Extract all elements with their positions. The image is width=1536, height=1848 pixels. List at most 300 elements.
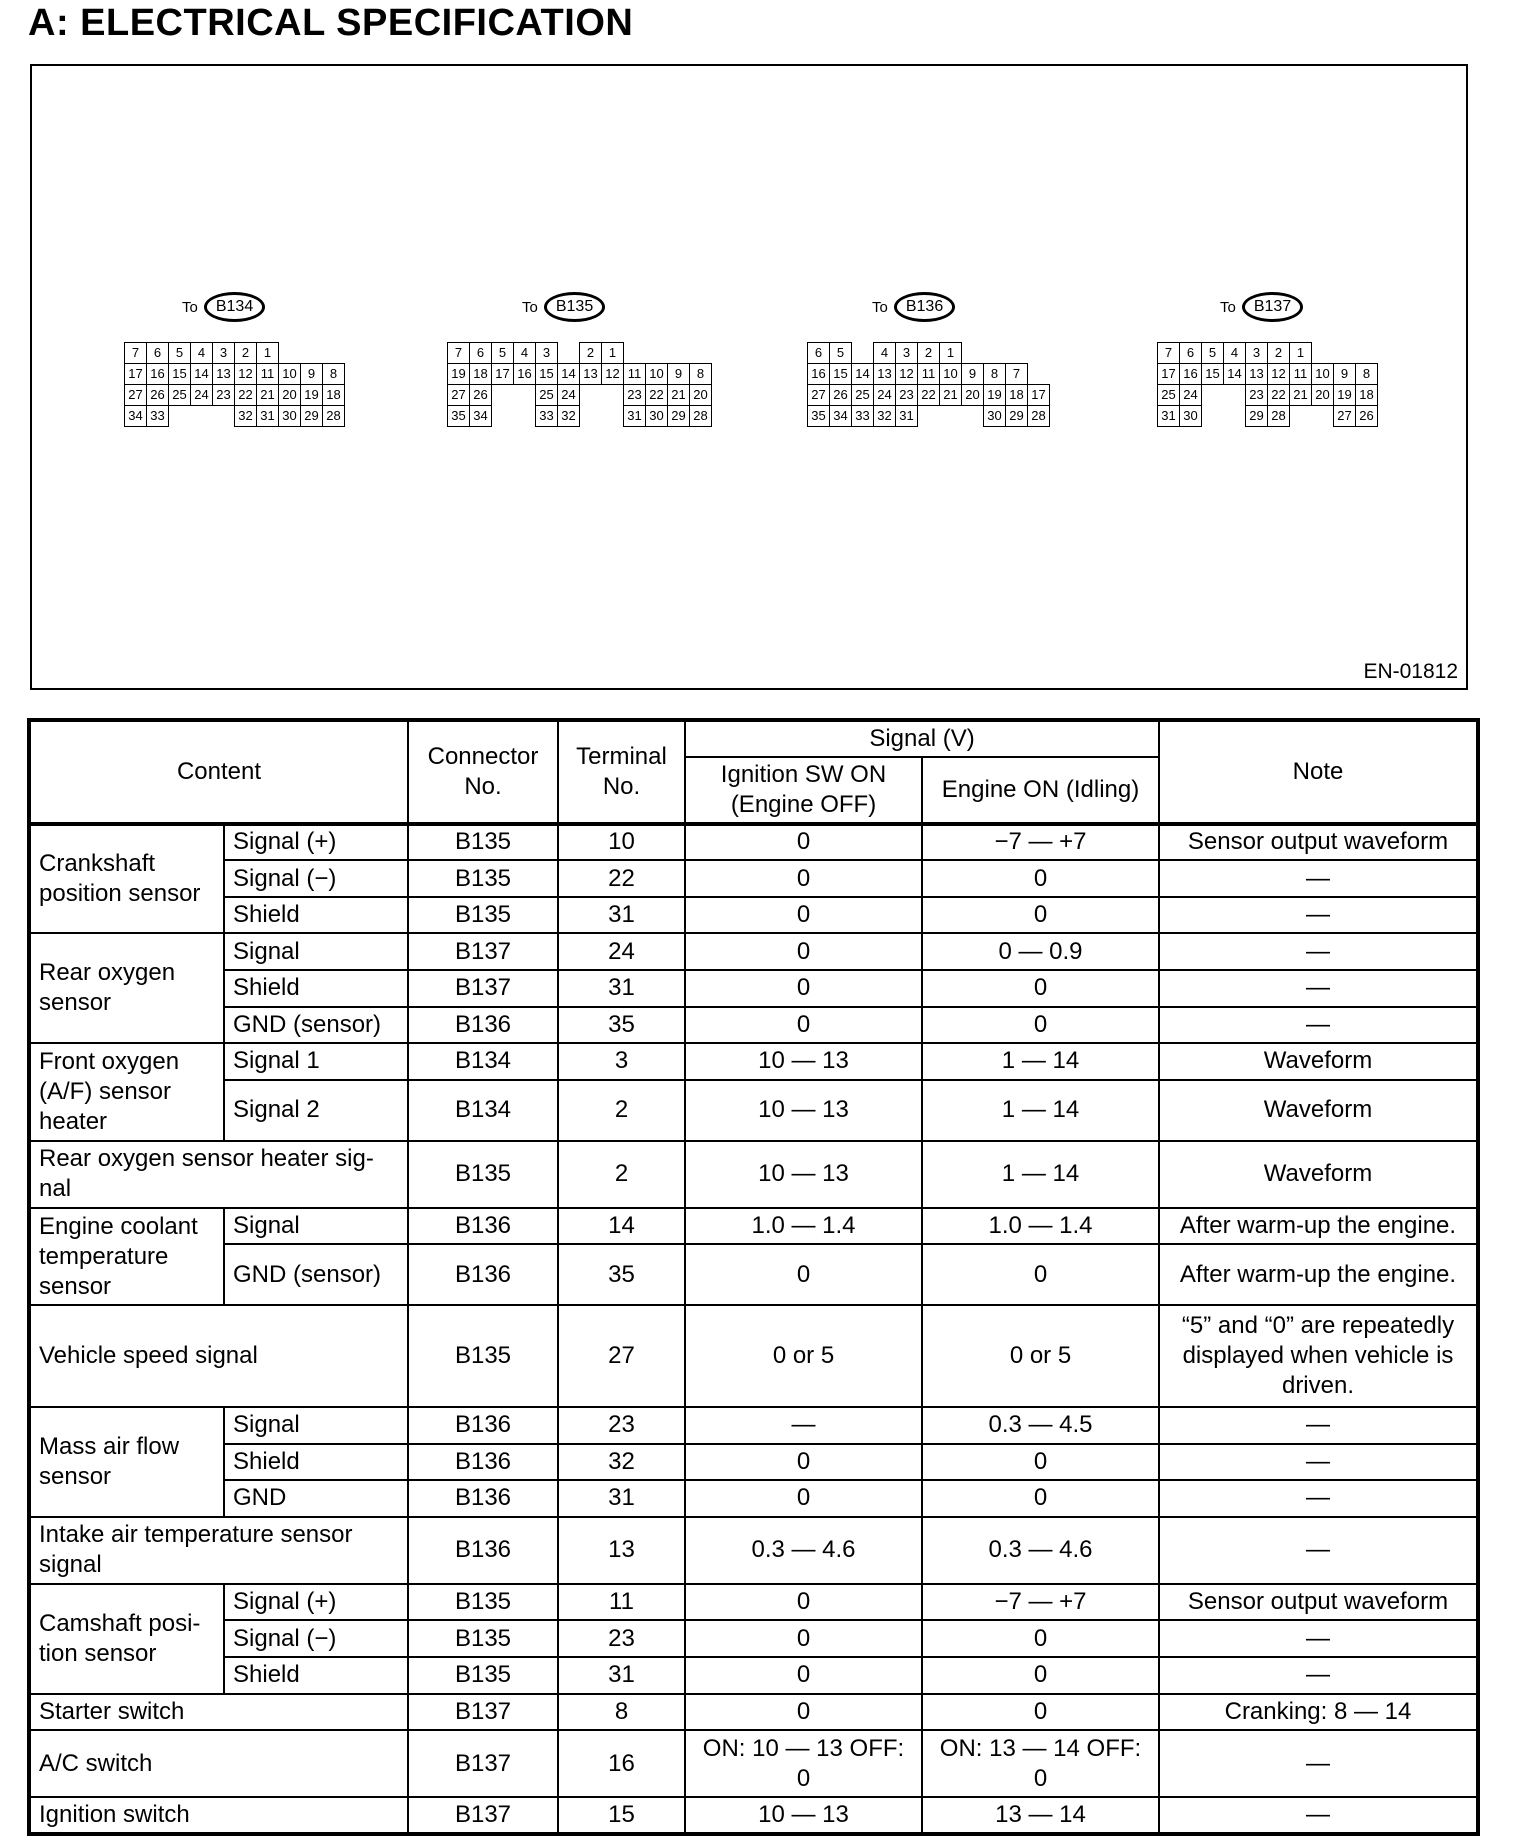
note: Sensor output waveform bbox=[1159, 1584, 1478, 1621]
pin: 1 bbox=[940, 343, 962, 364]
item-sub: GND (sensor) bbox=[224, 1244, 408, 1305]
engine-on-value: −7 — +7 bbox=[922, 824, 1159, 861]
table-row bbox=[29, 1480, 1478, 1517]
pin: 7 bbox=[125, 343, 147, 364]
to-text: To bbox=[872, 298, 888, 316]
pin bbox=[1224, 385, 1246, 406]
terminal-no: 11 bbox=[558, 1584, 685, 1621]
engine-on-value: 1 — 14 bbox=[922, 1043, 1159, 1080]
item-sub: Signal 1 bbox=[224, 1043, 408, 1080]
pin bbox=[514, 406, 536, 427]
note: — bbox=[1159, 1620, 1478, 1657]
note: “5” and “0” are repeatedly displayed when vehicle is driven. bbox=[1159, 1305, 1478, 1407]
pin: 2 bbox=[235, 343, 257, 364]
connector-no: B136 bbox=[408, 1208, 558, 1245]
engine-on-value: 0 or 5 bbox=[922, 1305, 1159, 1407]
pin: 23 bbox=[896, 385, 918, 406]
pin: 26 bbox=[147, 385, 169, 406]
note: — bbox=[1159, 897, 1478, 934]
connector-label-b137 bbox=[1220, 292, 1303, 322]
item-group: Engine coolant temperature sensor bbox=[29, 1208, 224, 1306]
table-row bbox=[29, 1244, 1478, 1305]
engine-on-value: 0 bbox=[922, 1244, 1159, 1305]
table-row bbox=[29, 1730, 1478, 1797]
pin: 23 bbox=[213, 385, 235, 406]
note: Waveform bbox=[1159, 1080, 1478, 1141]
pin: 10 bbox=[279, 364, 301, 385]
pin: 30 bbox=[279, 406, 301, 427]
pin: 9 bbox=[962, 364, 984, 385]
pin: 1 bbox=[257, 343, 279, 364]
table-row bbox=[29, 860, 1478, 897]
to-text: To bbox=[522, 298, 538, 316]
terminal-no: 14 bbox=[558, 1208, 685, 1245]
pin: 28 bbox=[1268, 406, 1290, 427]
pin: 17 bbox=[125, 364, 147, 385]
pin: 16 bbox=[808, 364, 830, 385]
pin: 5 bbox=[492, 343, 514, 364]
header-content: Content bbox=[29, 720, 408, 824]
terminal-no: 27 bbox=[558, 1305, 685, 1407]
pin bbox=[169, 406, 191, 427]
pin: 1 bbox=[602, 343, 624, 364]
item-sub: Shield bbox=[224, 1444, 408, 1481]
note: — bbox=[1159, 933, 1478, 970]
pin bbox=[213, 406, 235, 427]
ignition-on-value: ON: 10 — 13 OFF: 0 bbox=[685, 1730, 922, 1797]
note: — bbox=[1159, 1007, 1478, 1044]
pin: 22 bbox=[646, 385, 668, 406]
pin: 16 bbox=[1180, 364, 1202, 385]
pin: 20 bbox=[1312, 385, 1334, 406]
pin: 30 bbox=[984, 406, 1006, 427]
engine-on-value: 0 bbox=[922, 1694, 1159, 1731]
item-name: Ignition switch bbox=[29, 1797, 408, 1834]
terminal-no: 31 bbox=[558, 897, 685, 934]
pin: 7 bbox=[1158, 343, 1180, 364]
pin bbox=[492, 385, 514, 406]
header-ignition-on: Ignition SW ON (Engine OFF) bbox=[685, 757, 922, 824]
pin bbox=[940, 406, 962, 427]
connector-id: B136 bbox=[894, 292, 955, 322]
table-row bbox=[29, 1657, 1478, 1694]
table-row bbox=[29, 1043, 1478, 1080]
connector-no: B135 bbox=[408, 860, 558, 897]
pin: 15 bbox=[1202, 364, 1224, 385]
pin: 27 bbox=[448, 385, 470, 406]
engine-on-value: 0 bbox=[922, 1007, 1159, 1044]
connector-no: B135 bbox=[408, 1305, 558, 1407]
pin: 28 bbox=[690, 406, 712, 427]
engine-on-value: 1 — 14 bbox=[922, 1080, 1159, 1141]
terminal-no: 31 bbox=[558, 1657, 685, 1694]
pin bbox=[580, 406, 602, 427]
figure-code: EN-01812 bbox=[1363, 660, 1458, 683]
pin: 8 bbox=[1356, 364, 1378, 385]
pin: 31 bbox=[257, 406, 279, 427]
terminal-no: 13 bbox=[558, 1517, 685, 1584]
pin: 5 bbox=[1202, 343, 1224, 364]
pin: 30 bbox=[646, 406, 668, 427]
pin: 9 bbox=[1334, 364, 1356, 385]
note: Waveform bbox=[1159, 1141, 1478, 1208]
connector-no: B134 bbox=[408, 1080, 558, 1141]
item-sub: Signal (+) bbox=[224, 1584, 408, 1621]
connector-no: B134 bbox=[408, 1043, 558, 1080]
pin: 11 bbox=[257, 364, 279, 385]
table-row bbox=[29, 1797, 1478, 1834]
pin: 20 bbox=[279, 385, 301, 406]
item-sub: Shield bbox=[224, 897, 408, 934]
connector-no: B136 bbox=[408, 1007, 558, 1044]
pin: 31 bbox=[896, 406, 918, 427]
pin: 26 bbox=[470, 385, 492, 406]
pin bbox=[962, 406, 984, 427]
pin bbox=[558, 343, 580, 364]
ignition-on-value: 10 — 13 bbox=[685, 1141, 922, 1208]
pin: 35 bbox=[808, 406, 830, 427]
pin: 21 bbox=[257, 385, 279, 406]
header-connector: Connector No. bbox=[408, 720, 558, 824]
item-sub: GND (sensor) bbox=[224, 1007, 408, 1044]
terminal-no: 8 bbox=[558, 1694, 685, 1731]
connector-no: B135 bbox=[408, 897, 558, 934]
item-sub: Signal (−) bbox=[224, 1620, 408, 1657]
terminal-no: 32 bbox=[558, 1444, 685, 1481]
pin: 29 bbox=[301, 406, 323, 427]
pin: 1 bbox=[1290, 343, 1312, 364]
terminal-no: 24 bbox=[558, 933, 685, 970]
pin-grid-b137 bbox=[1157, 342, 1378, 427]
pin: 15 bbox=[830, 364, 852, 385]
pin: 11 bbox=[1290, 364, 1312, 385]
pin: 14 bbox=[191, 364, 213, 385]
table-row bbox=[29, 824, 1478, 861]
connector-no: B137 bbox=[408, 1694, 558, 1731]
pin: 8 bbox=[690, 364, 712, 385]
table-row bbox=[29, 1444, 1478, 1481]
engine-on-value: −7 — +7 bbox=[922, 1584, 1159, 1621]
connector-no: B135 bbox=[408, 1620, 558, 1657]
table-row bbox=[29, 1305, 1478, 1407]
pin: 34 bbox=[470, 406, 492, 427]
pin: 8 bbox=[984, 364, 1006, 385]
pin: 15 bbox=[536, 364, 558, 385]
pin: 13 bbox=[874, 364, 896, 385]
ignition-on-value: 1.0 — 1.4 bbox=[685, 1208, 922, 1245]
pin: 11 bbox=[624, 364, 646, 385]
pin: 30 bbox=[1180, 406, 1202, 427]
pin: 12 bbox=[896, 364, 918, 385]
pin: 17 bbox=[1158, 364, 1180, 385]
item-sub: Signal (+) bbox=[224, 824, 408, 861]
terminal-no: 35 bbox=[558, 1244, 685, 1305]
pin: 33 bbox=[147, 406, 169, 427]
pin: 32 bbox=[558, 406, 580, 427]
table-row bbox=[29, 1694, 1478, 1731]
connector-no: B136 bbox=[408, 1480, 558, 1517]
specification-table bbox=[27, 718, 1480, 1836]
pin-grid-b136 bbox=[807, 342, 1050, 427]
connector-figure bbox=[30, 64, 1468, 690]
pin: 3 bbox=[896, 343, 918, 364]
item-group: Mass air flow sensor bbox=[29, 1407, 224, 1517]
pin: 34 bbox=[830, 406, 852, 427]
terminal-no: 31 bbox=[558, 1480, 685, 1517]
pin: 13 bbox=[580, 364, 602, 385]
terminal-no: 15 bbox=[558, 1797, 685, 1834]
engine-on-value: 0 bbox=[922, 1620, 1159, 1657]
ignition-on-value: 0 bbox=[685, 970, 922, 1007]
connector-no: B137 bbox=[408, 1730, 558, 1797]
pin bbox=[602, 406, 624, 427]
pin bbox=[514, 385, 536, 406]
pin: 12 bbox=[235, 364, 257, 385]
ignition-on-value: 10 — 13 bbox=[685, 1797, 922, 1834]
pin: 6 bbox=[470, 343, 492, 364]
pin: 33 bbox=[536, 406, 558, 427]
pin: 19 bbox=[448, 364, 470, 385]
note: — bbox=[1159, 970, 1478, 1007]
terminal-no: 2 bbox=[558, 1080, 685, 1141]
terminal-no: 10 bbox=[558, 824, 685, 861]
pin bbox=[602, 385, 624, 406]
pin bbox=[580, 385, 602, 406]
ignition-on-value: 0 bbox=[685, 897, 922, 934]
terminal-no: 22 bbox=[558, 860, 685, 897]
to-text: To bbox=[182, 298, 198, 316]
item-name: Intake air temperature sensor signal bbox=[29, 1517, 408, 1584]
engine-on-value: 0 bbox=[922, 1444, 1159, 1481]
pin: 4 bbox=[191, 343, 213, 364]
pin: 9 bbox=[301, 364, 323, 385]
pin: 18 bbox=[1356, 385, 1378, 406]
to-text: To bbox=[1220, 298, 1236, 316]
ignition-on-value: 0 bbox=[685, 1620, 922, 1657]
note: — bbox=[1159, 1797, 1478, 1834]
note: — bbox=[1159, 1730, 1478, 1797]
ignition-on-value: 0 bbox=[685, 1444, 922, 1481]
pin: 10 bbox=[940, 364, 962, 385]
pin: 18 bbox=[1006, 385, 1028, 406]
pin: 24 bbox=[874, 385, 896, 406]
pin: 12 bbox=[1268, 364, 1290, 385]
pin: 34 bbox=[125, 406, 147, 427]
pin: 11 bbox=[918, 364, 940, 385]
ignition-on-value: 0 bbox=[685, 824, 922, 861]
pin bbox=[1202, 406, 1224, 427]
engine-on-value: 0 bbox=[922, 970, 1159, 1007]
engine-on-value: 0 bbox=[922, 1657, 1159, 1694]
item-name: Rear oxygen sensor heater sig-nal bbox=[29, 1141, 408, 1208]
engine-on-value: 13 — 14 bbox=[922, 1797, 1159, 1834]
pin: 21 bbox=[668, 385, 690, 406]
terminal-no: 2 bbox=[558, 1141, 685, 1208]
pin: 4 bbox=[874, 343, 896, 364]
ignition-on-value: 0 bbox=[685, 1694, 922, 1731]
connector-label-b136 bbox=[872, 292, 955, 322]
pin: 32 bbox=[235, 406, 257, 427]
pin: 8 bbox=[323, 364, 345, 385]
pin: 33 bbox=[852, 406, 874, 427]
item-sub: Shield bbox=[224, 970, 408, 1007]
pin bbox=[1224, 406, 1246, 427]
connector-no: B135 bbox=[408, 1141, 558, 1208]
pin: 17 bbox=[1028, 385, 1050, 406]
ignition-on-value: 0 bbox=[685, 1584, 922, 1621]
pin: 14 bbox=[852, 364, 874, 385]
pin: 15 bbox=[169, 364, 191, 385]
pin: 31 bbox=[624, 406, 646, 427]
header-terminal: Terminal No. bbox=[558, 720, 685, 824]
pin bbox=[1202, 385, 1224, 406]
note: — bbox=[1159, 1407, 1478, 1444]
item-group: Front oxygen (A/F) sensor heater bbox=[29, 1043, 224, 1141]
pin: 17 bbox=[492, 364, 514, 385]
item-sub: Shield bbox=[224, 1657, 408, 1694]
connector-no: B137 bbox=[408, 1797, 558, 1834]
table-row bbox=[29, 1080, 1478, 1141]
pin: 23 bbox=[1246, 385, 1268, 406]
pin: 4 bbox=[514, 343, 536, 364]
item-sub: Signal (−) bbox=[224, 860, 408, 897]
pin: 26 bbox=[1356, 406, 1378, 427]
item-sub: GND bbox=[224, 1480, 408, 1517]
engine-on-value: 0 — 0.9 bbox=[922, 933, 1159, 970]
pin bbox=[492, 406, 514, 427]
connector-label-b135 bbox=[522, 292, 605, 322]
engine-on-value: 0 bbox=[922, 897, 1159, 934]
pin: 24 bbox=[1180, 385, 1202, 406]
pin: 29 bbox=[668, 406, 690, 427]
pin: 2 bbox=[580, 343, 602, 364]
ignition-on-value: — bbox=[685, 1407, 922, 1444]
ignition-on-value: 0 bbox=[685, 1657, 922, 1694]
pin: 22 bbox=[918, 385, 940, 406]
pin: 6 bbox=[808, 343, 830, 364]
pin bbox=[852, 343, 874, 364]
pin: 3 bbox=[1246, 343, 1268, 364]
pin: 16 bbox=[514, 364, 536, 385]
pin: 18 bbox=[470, 364, 492, 385]
table-row bbox=[29, 1517, 1478, 1584]
connector-no: B136 bbox=[408, 1407, 558, 1444]
pin: 10 bbox=[1312, 364, 1334, 385]
pin: 24 bbox=[191, 385, 213, 406]
connector-no: B135 bbox=[408, 824, 558, 861]
pin: 5 bbox=[830, 343, 852, 364]
pin: 13 bbox=[1246, 364, 1268, 385]
note: — bbox=[1159, 1657, 1478, 1694]
pin: 25 bbox=[536, 385, 558, 406]
item-name: A/C switch bbox=[29, 1730, 408, 1797]
pin bbox=[1290, 406, 1312, 427]
pin-grid-b135 bbox=[447, 342, 712, 427]
header-note: Note bbox=[1159, 720, 1478, 824]
pin: 21 bbox=[940, 385, 962, 406]
pin: 4 bbox=[1224, 343, 1246, 364]
engine-on-value: 0 bbox=[922, 1480, 1159, 1517]
item-sub: Signal bbox=[224, 933, 408, 970]
pin: 5 bbox=[169, 343, 191, 364]
ignition-on-value: 10 — 13 bbox=[685, 1043, 922, 1080]
pin: 19 bbox=[1334, 385, 1356, 406]
item-group: Camshaft posi-tion sensor bbox=[29, 1584, 224, 1694]
pin bbox=[191, 406, 213, 427]
note: — bbox=[1159, 1444, 1478, 1481]
pin: 7 bbox=[448, 343, 470, 364]
pin: 24 bbox=[558, 385, 580, 406]
pin: 26 bbox=[830, 385, 852, 406]
ignition-on-value: 0.3 — 4.6 bbox=[685, 1517, 922, 1584]
table-row bbox=[29, 1407, 1478, 1444]
table-row bbox=[29, 1584, 1478, 1621]
pin: 22 bbox=[1268, 385, 1290, 406]
pin: 19 bbox=[984, 385, 1006, 406]
connector-no: B135 bbox=[408, 1584, 558, 1621]
terminal-no: 23 bbox=[558, 1407, 685, 1444]
page-title: A: ELECTRICAL SPECIFICATION bbox=[28, 2, 634, 44]
pin: 21 bbox=[1290, 385, 1312, 406]
pin: 25 bbox=[852, 385, 874, 406]
engine-on-value: 1.0 — 1.4 bbox=[922, 1208, 1159, 1245]
pin: 28 bbox=[1028, 406, 1050, 427]
connector-no: B135 bbox=[408, 1657, 558, 1694]
terminal-no: 35 bbox=[558, 1007, 685, 1044]
ignition-on-value: 0 bbox=[685, 1480, 922, 1517]
pin: 35 bbox=[448, 406, 470, 427]
header-signal: Signal (V) bbox=[685, 720, 1159, 757]
connector-no: B136 bbox=[408, 1444, 558, 1481]
connector-no: B136 bbox=[408, 1517, 558, 1584]
terminal-no: 23 bbox=[558, 1620, 685, 1657]
pin: 12 bbox=[602, 364, 624, 385]
header-engine-on: Engine ON (Idling) bbox=[922, 757, 1159, 824]
connector-no: B137 bbox=[408, 970, 558, 1007]
engine-on-value: 0.3 — 4.5 bbox=[922, 1407, 1159, 1444]
pin: 2 bbox=[1268, 343, 1290, 364]
connector-id: B134 bbox=[204, 292, 265, 322]
pin: 18 bbox=[323, 385, 345, 406]
engine-on-value: 0 bbox=[922, 860, 1159, 897]
ignition-on-value: 10 — 13 bbox=[685, 1080, 922, 1141]
engine-on-value: 1 — 14 bbox=[922, 1141, 1159, 1208]
item-group: Rear oxygen sensor bbox=[29, 933, 224, 1043]
item-sub: Signal bbox=[224, 1407, 408, 1444]
pin: 16 bbox=[147, 364, 169, 385]
pin: 9 bbox=[668, 364, 690, 385]
pin: 22 bbox=[235, 385, 257, 406]
pin: 6 bbox=[1180, 343, 1202, 364]
connector-no: B137 bbox=[408, 933, 558, 970]
table-row bbox=[29, 1007, 1478, 1044]
item-group: Crankshaft position sensor bbox=[29, 824, 224, 934]
connector-no: B136 bbox=[408, 1244, 558, 1305]
note: After warm-up the engine. bbox=[1159, 1208, 1478, 1245]
pin: 7 bbox=[1006, 364, 1028, 385]
pin: 32 bbox=[874, 406, 896, 427]
note: — bbox=[1159, 1480, 1478, 1517]
pin: 27 bbox=[125, 385, 147, 406]
pin: 19 bbox=[301, 385, 323, 406]
pin: 25 bbox=[169, 385, 191, 406]
table-row bbox=[29, 933, 1478, 970]
pin: 27 bbox=[1334, 406, 1356, 427]
pin: 2 bbox=[918, 343, 940, 364]
connector-label-b134 bbox=[182, 292, 265, 322]
note: Waveform bbox=[1159, 1043, 1478, 1080]
pin: 14 bbox=[1224, 364, 1246, 385]
